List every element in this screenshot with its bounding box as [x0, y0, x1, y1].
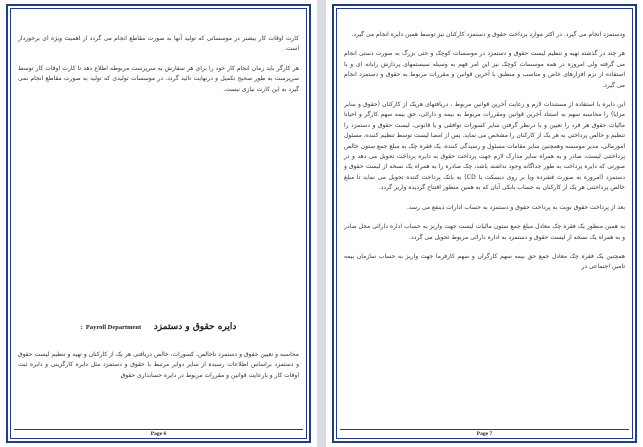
paragraph: این دایره با استفاده از مستندات لازم و رعایت آخرین قوانین مربوط ، دریافتهای هریک از کارکنان (حقوق و سایر مزایا) را محاسبه سهم به استناد آخرین قوانین ومقررات مربوط به بیمه و دارائی، حق بیمه سهم کارگر و احیانا مالیات حقوق هر فرد را تعیین و با درنظر گرفتن سایر کسورات توافقی و یا قانونی، لیست حقوق و دستمزد را تنظیم و خالص پرداختی به هر یک از کارکنان را مشخص می نماید. پس از امضا لیست توسط تنظیم کننده، مسئول امورمالی، مدیر موسسه وهمچنین سایر مقامات مسئول و رسیدگی کننده، یک فقره چک به مبلغ جمع ستون خالص پرداختنی لیست، صادر و به همراه سایر مدارک لازم جهت پرداخت حقوق به دایره پرداخت تحویل می دهد و در صورتی که دایره پرداخت به طور جداگانه وجود نداشته باشد، چک صادره را به همراه یک نسخه از لیست حقوق و دستمزد (امروزه به صورت فشرده ویا بر روی دیسکت یا CD) به بانک پرداخت کننده تحویل می نماید تا مبلغ خالص پرداختنی هر یک از کارکنان به حساب بانکی آنان که به همین منظور افتتاح گردیده واریز گردد. [344, 101, 625, 192]
paragraph: به همین منظور یک فقره چک معادل مبلغ جمع ستون مالیات لیست جهت واریز به حساب اداره دارائی محل صادر و به همراه یک نسخه از لیست حقوق و دستمزد به اداره دارائی مربوط تحویل می گردد. [344, 223, 625, 241]
body-text-top [18, 34, 299, 104]
paragraph: محاسبه و تعیین حقوق و دستمزد ناخالص، کسورات، خالص دریافتی هر یک از کارکنان و تهیه و تنظیم لیست حقوق و دستمزد براساس اطلاعات رسیده از سایر دوایر مرتبط با حقوق و دستمزد مثل دایره کارگزینی و دایره ثبت اوقات کار و بارعایت قوانین و مقررات مربوط در دایره حسابداری حقوق [18, 351, 299, 379]
page-footer [14, 429, 303, 437]
page-number: Page 7 [474, 431, 495, 437]
body-text-bottom [18, 350, 299, 390]
paragraph: بعد از پرداخت حقوق نوبت به پرداخت حقوق و دستمزد به حساب ادارات ذینفع می رسد. [406, 203, 625, 211]
page-right [326, 0, 643, 447]
heading-english: Payroll Department [85, 324, 142, 331]
page-footer [340, 429, 629, 437]
paragraph: کارت اوقات کار بیشتر در موسساتی که تولید آنها به صورت مقاطع انجام می گردد از اهمیت ویژه ای برخوردار است. [18, 35, 299, 53]
body-text [344, 30, 625, 282]
paragraph: ودستمزد انجام می گیرد. در اکثر موارد پرداخت حقوق و دستمزد کارکنان نیز توسط همین دایره انجام می گیرد. [351, 31, 625, 38]
page-number: Page 6 [148, 431, 169, 437]
heading-persian: دایره حقوق و دستمزد [153, 322, 237, 332]
section-heading [30, 322, 287, 332]
heading-colon: : [80, 324, 83, 331]
paragraph: هر چند در گذشته تهیه و تنظیم لیست حقوق و دستمزد در موسسات کوچک و حتی بزرگ به صورت دستی انجام می گرفته ولی امروزه در همه موسسات کوچک نیز این امر فهم به وسیله سیستمهای پردازش رایانه ای و با استفاده از نرم افزارهای خاص و مناسب و منطبق با آخرین قوانین و مقررات مربوط به حقوق و دستمزد انجام می گیرد. [344, 50, 625, 89]
page-left [0, 0, 317, 447]
paragraph: هر کارگر باید زمان انجام کار خود را برای هر سفارش به سرپرست مربوطه اطلاع دهد تا کارت اوقات کار توسط سرپرست به طور صحیح تکمیل و درنهایت تائید گردد. در موسسات تولیدی که تولید به صورت مقاطع انجام نمی گیرد به این کارت نیازی نیست. [18, 64, 299, 93]
paragraph: همچنین یک فقره چک معادل جمع حق بیمه سهم کارگران و سهم کارفرما جهت واریز به حساب سازمان بیمه تامین اجتماعی در [344, 252, 625, 271]
